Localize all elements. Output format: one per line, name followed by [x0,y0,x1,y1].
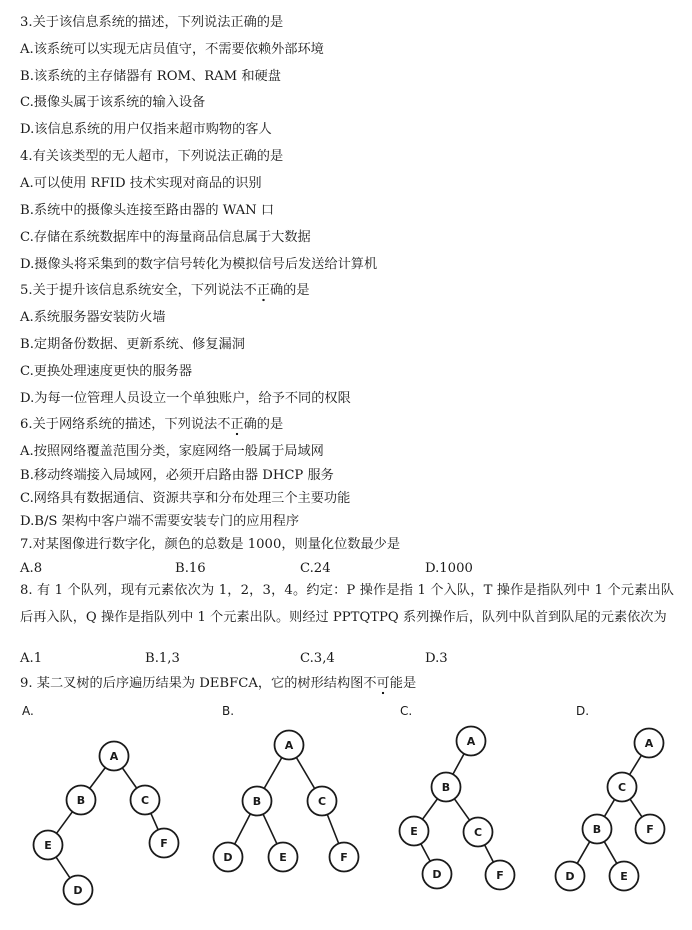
q5-option-d: D.为每一位管理人员设立一个单独账户，给予不同的权限 [20,391,351,406]
q8-option-a: A.1 [20,651,43,666]
q6-option-c: C.网络具有数据通信、资源共享和分布处理三个主要功能 [20,491,351,506]
tree-d-edge-c-b [604,799,614,816]
q9-option-d-label: D. [576,704,590,718]
tree-c-node-f-label: F [496,869,504,882]
tree-b-node-a-label: A [284,739,294,752]
tree-d-edge-b-d [577,842,590,864]
q6-stem-pre: 6.关于网络系统的描述，下列说法 [20,417,218,432]
q6-option-b: B.移动终端接入局域网，必须开启路由器 DHCP 服务 [20,468,334,483]
q4-option-d: D.摄像头将采集到的数字信号转化为模拟信号后发送给计算机 [20,257,378,272]
tree-c-node-c-label: C [473,826,483,839]
tree-a-node-d-label: D [73,884,83,897]
tree-d-edge-a-c [630,755,642,774]
tree-d-node-a-label: A [644,737,654,750]
tree-c-node-d-label: D [432,868,442,881]
tree-b-node-d-label: D [223,851,233,864]
tree-a-node-a-label: A [109,750,119,763]
q5-stem-pre: 5.关于提升该信息系统安全，下列说法 [20,283,244,298]
q3-option-a: A.该系统可以实现无店员值守，不需要依赖外部环境 [20,42,324,57]
tree-d-node-a [635,729,664,758]
q4-option-c: C.存储在系统数据库中的海量商品信息属于大数据 [20,230,311,245]
q9-stem-emphasis: 不可能 [363,676,403,695]
q5-option-b: B.定期备份数据、更新系统、修复漏洞 [20,337,245,352]
q6-stem-emphasis: 不正确 [217,417,257,436]
tree-b-node-b-label: B [252,795,262,808]
q5-option-a: A.系统服务器安装防火墙 [20,310,166,325]
tree-d-node-f-label: F [646,823,654,836]
tree-c-node-a-label: A [466,735,476,748]
tree-d-node-b [583,815,612,844]
q3-option-b: B.该系统的主存储器有 ROM、RAM 和硬盘 [20,69,281,84]
tree-c-node-e-label: E [410,825,418,838]
q8-option-b: B.1,3 [145,651,180,666]
q6-option-a: A.按照网络覆盖范围分类，家庭网络一般属于局域网 [20,444,324,459]
q7-option-c: C.24 [300,561,331,576]
q7-option-d: D.1000 [425,561,473,576]
q9-option-a-label: A. [22,704,34,718]
tree-a-node-f-label: F [160,837,168,850]
tree-d-edge-b-e [604,842,617,864]
tree-b-node-f-label: F [340,851,348,864]
q3-stem: 3.关于该信息系统的描述，下列说法正确的是 [20,15,284,30]
q9-option-c-label: C. [400,704,413,718]
tree-d-node-b-label: B [592,823,602,836]
q6-option-d: D.B/S 架构中客户端不需要安装专门的应用程序 [20,514,300,529]
tree-c-node-b-label: B [441,781,451,794]
q4-option-a: A.可以使用 RFID 技术实现对商品的识别 [20,176,262,191]
q9-stem-post: 是 [402,676,417,691]
tree-a-node-b-label: B [76,794,86,807]
tree-a-node-e-label: E [44,839,52,852]
q5-stem-emphasis: 不正确 [244,283,284,302]
q9-stem-pre: 9. 某二叉树的后序遍历结果为 DEBFCA，它的树形结构图 [20,676,364,691]
q8-option-d: D.3 [425,651,448,666]
q3-option-d: D.该信息系统的用户仅指来超市购物的客人 [20,122,272,137]
tree-d-node-e [610,862,639,891]
q5-option-c: C.更换处理速度更快的服务器 [20,364,193,379]
tree-d-edge-c-f [630,799,642,817]
tree-d-node-c-label: C [617,781,627,794]
tree-b-node-e-label: E [279,851,287,864]
q3-option-c: C.摄像头属于该系统的输入设备 [20,95,206,110]
q8-option-c: C.3,4 [300,651,335,666]
tree-d-node-d [556,862,585,891]
q7-option-a: A.8 [20,561,43,576]
q4-option-b: B.系统中的摄像头连接至路由器的 WAN 口 [20,203,275,218]
tree-d-node-d-label: D [565,870,575,883]
q5-stem-post: 的是 [283,283,310,298]
tree-d-node-c [608,773,637,802]
q4-stem: 4.有关该类型的无人超市，下列说法正确的是 [20,149,284,164]
q6-stem-post: 的是 [256,417,284,432]
q7-stem: 7.对某图像进行数字化，颜色的总数是 1000，则量化位数最少是 [20,537,401,552]
q7-option-b: B.16 [175,561,206,576]
tree-d-node-e-label: E [620,870,628,883]
q9-option-b-label: B. [222,704,235,718]
q8-stem: 8. 有 1 个队列，现有元素依次为 1，2，3，4。约定：P 操作是指 1 个入队，T 操作是指队列中 1 个元素出队后再入队，Q 操作是指队列中 1 个元素出队。则经过 PPTQTPQ 系列操作后，队列中队首到队尾的元素依次为 [20,583,674,625]
tree-a-node-c-label: C [140,794,150,807]
tree-d-node-f [636,815,665,844]
tree-b-node-c-label: C [317,795,327,808]
